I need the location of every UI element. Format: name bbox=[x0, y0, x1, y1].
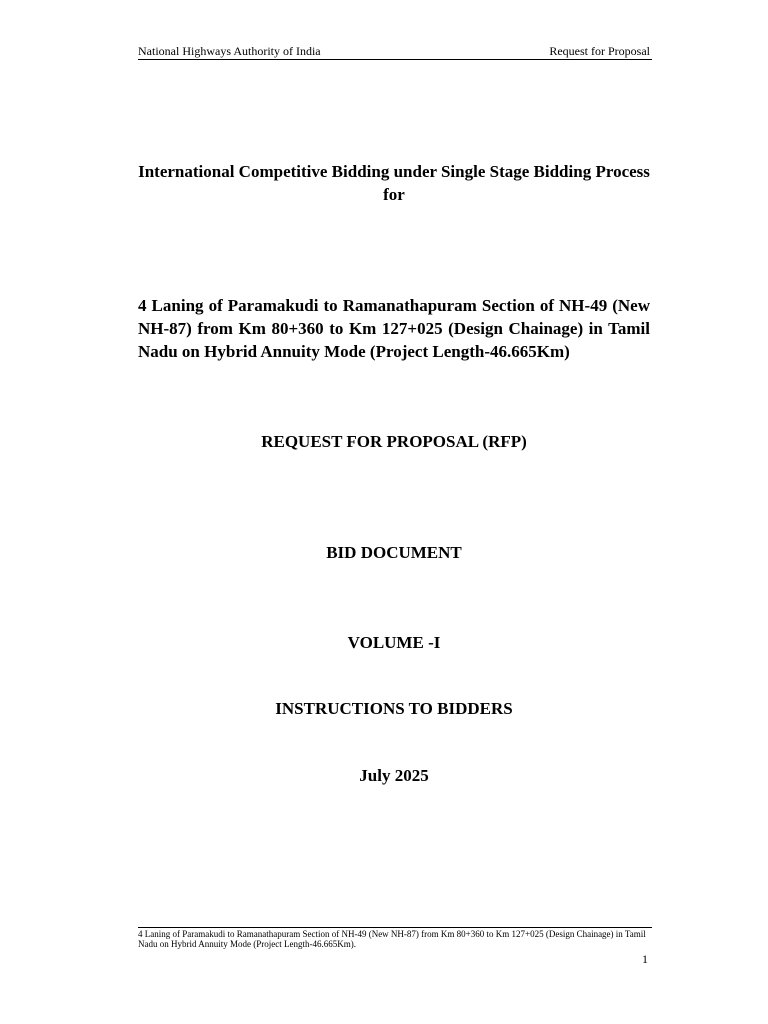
footer-divider bbox=[138, 927, 652, 928]
page-header bbox=[138, 43, 652, 60]
header-organization: National Highways Authority of India bbox=[138, 44, 321, 58]
main-title: International Competitive Bidding under Single Stage Bidding Process for bbox=[138, 162, 650, 204]
header-document-type: Request for Proposal bbox=[549, 44, 650, 58]
volume-heading: VOLUME -I bbox=[347, 633, 441, 652]
document-date: July 2025 bbox=[359, 766, 429, 785]
project-title: 4 Laning of Paramakudi to Ramanathapuram Section of NH-49 (New NH-87) from Km 80+360 to Km 127+025 (Design Chainage) in Tamil Nadu on Hybrid Annuity Mode (Project Length-46.665Km) bbox=[138, 296, 650, 361]
rfp-title: REQUEST FOR PROPOSAL (RFP) bbox=[261, 432, 527, 451]
bid-document-heading: BID DOCUMENT bbox=[326, 543, 462, 562]
instructions-heading: INSTRUCTIONS TO BIDDERS bbox=[275, 699, 513, 718]
page-number: 1 bbox=[642, 952, 648, 966]
footer-text: 4 Laning of Paramakudi to Ramanathapuram Section of NH-49 (New NH-87) from Km 80+360 to Km 127+025 (Design Chainage) in Tamil Nadu on Hybrid Annuity Mode (Project Length-46.665Km). bbox=[138, 929, 646, 949]
